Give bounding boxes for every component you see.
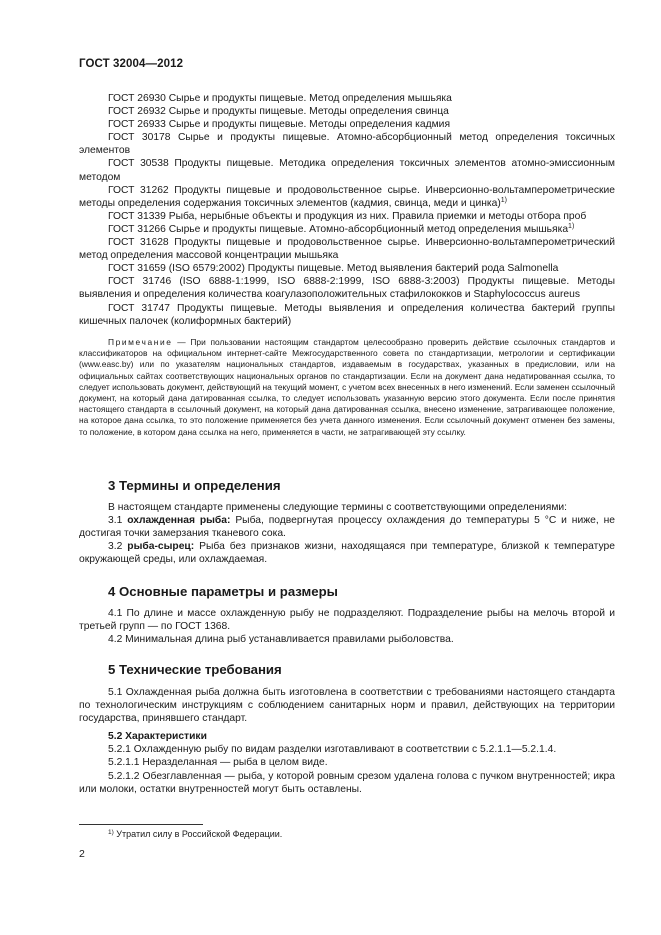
note-label: Примечание [108, 337, 173, 347]
reference-item: ГОСТ 31339 Рыба, нерыбные объекты и продукция из них. Правила приемки и методы отбора проб [108, 210, 587, 222]
reference-text: ГОСТ 31262 Продукты пищевые и продовольственное сырье. Инверсионно-вольтамперометрические методы определения содержания токсичных элементов (кадмия, свинца, меди и цинка) [79, 184, 615, 209]
reference-item [79, 223, 615, 236]
reference-item: ГОСТ 26933 Сырье и продукты пищевые. Методы определения кадмия [108, 119, 451, 131]
reference-item: ГОСТ 30178 Сырье и продукты пищевые. Атомно-абсорбционный метод определения токсичных элементов [79, 132, 615, 157]
footnote [108, 829, 282, 839]
section-5-body [79, 686, 615, 796]
section-3-heading: 3 Термины и определения [108, 478, 281, 493]
paragraph: 4.2 Минимальная длина рыб устанавливается правилами рыболовства. [108, 634, 454, 646]
subsection-heading: 5.2 Характеристики [108, 731, 207, 743]
section-4-heading: 4 Основные параметры и размеры [108, 584, 338, 599]
note-dash: — [177, 337, 186, 347]
reference-item [79, 184, 615, 210]
footnote-mark: 1) [500, 196, 507, 204]
reference-item: ГОСТ 26930 Сырье и продукты пищевые. Метод определения мышьяка [108, 93, 452, 104]
paragraph: 5.1 Охлажденная рыба должна быть изготовлена в соответствии с требованиями настоящего стандарта по технологическим инструкциям с соблюдением санитарных норм и правил, действующих на территории государства, принявшего стандарт. [79, 687, 615, 725]
reference-text: ГОСТ 31266 Сырье и продукты пищевые. Атомно-абсорбционный метод определения мышьяка [108, 223, 569, 235]
reference-item: ГОСТ 31747 Продукты пищевые. Методы выявления и определения количества бактерий группы кишечных палочек (колиформных бактерий) [79, 302, 615, 327]
page-header: ГОСТ 32004—2012 [79, 58, 184, 70]
term-definition [79, 540, 615, 566]
term-number: 3.1 [108, 515, 123, 527]
term-name: рыба-сырец: [127, 541, 195, 553]
paragraph: 5.2.1 Охлажденную рыбу по видам разделки изготавливают в соответствии с 5.2.1.1—5.2.1.4. [108, 744, 557, 756]
footnote-text: Утратил силу в Российской Федерации. [116, 829, 283, 839]
section-5-heading: 5 Технические требования [108, 662, 282, 677]
reference-item: ГОСТ 31746 (ISO 6888-1:1999, ISO 6888-2:1999, ISO 6888-3:2003) Продукты пищевые. Методы выявления и определения количества коагулазоположительных стафилококков и Staphylococcus aureus [79, 276, 615, 301]
reference-item: ГОСТ 30538 Продукты пищевые. Методика определения токсичных элементов атомно-эмиссионным методом [79, 158, 615, 183]
reference-item: ГОСТ 31659 (ISO 6579:2002) Продукты пищевые. Метод выявления бактерий рода Salmonella [108, 263, 559, 275]
reference-item: ГОСТ 31628 Продукты пищевые и продовольственное сырье. Инверсионно-вольтамперометрический метод определения массовой концентрации мышьяка [79, 237, 615, 262]
footnote-mark: 1) [108, 829, 114, 836]
section-3-intro: В настоящем стандарте применены следующие термины с соответствующими определениями: [108, 502, 568, 513]
footnote-divider [79, 824, 203, 825]
reference-note [79, 337, 615, 438]
footnote-mark: 1) [568, 222, 575, 230]
term-text: Рыба без признаков жизни, находящаяся при температуре, близкой к температуре окружающей среды, или охлаждаемая. [79, 541, 615, 566]
term-name: охлажденная рыба: [127, 515, 231, 527]
paragraph: 5.2.1.1 Неразделанная — рыба в целом виде. [108, 757, 328, 769]
note-text: При пользовании настоящим стандартом целесообразно проверить действие ссылочных стандартов и классификаторов на официальном интернет-сайте Межгосударственного совета по стандартизации, метрологии и сертификации (www.easc.by) или по указателям национальных стандартов, издаваемым в государствах, указанных в предисловии, или на официальных сайтах соответствующих национальных органов по стандартизации. Если на документ дана недатированная ссылка, то следует использовать документ, действующий на текущий момент, с учетом всех внесенных в него изменений. Если заменен ссылочный документ, на который дана датированная ссылка, то следует использовать указанную версию этого документа. Если после принятия настоящего стандарта в ссылочный документ, на который дана датированная ссылка, внесено изменение, затрагивающее положение, на которое дана ссылка, то это положение применяется без учета данного изменения. Если ссылочный документ отменен без замены, то положение, в котором дана ссылка на него, применяется в части, не затрагивающей эту ссылку. [79, 337, 615, 437]
section-4-body [79, 607, 615, 646]
paragraph: 5.2.1.2 Обезглавленная — рыба, у которой ровным срезом удалена голова с пучком внутренностей; икра или молоки, остатки внутренностей могут быть оставлены. [79, 770, 615, 795]
page-number: 2 [79, 848, 85, 860]
section-3-body [79, 501, 615, 566]
reference-item: ГОСТ 26932 Сырье и продукты пищевые. Методы определения свинца [108, 106, 449, 118]
term-number: 3.2 [108, 541, 123, 553]
term-text: Рыба, подвергнутая процессу охлаждения до температуры 5 °C и ниже, не достигая точки замерзания тканевого сока. [79, 515, 615, 540]
paragraph: 4.1 По длине и массе охлажденную рыбу не подразделяют. Подразделение рыбы на мелочь второй и третьей групп — по ГОСТ 1368. [79, 608, 615, 633]
term-definition [79, 514, 615, 540]
normative-references [79, 92, 615, 328]
